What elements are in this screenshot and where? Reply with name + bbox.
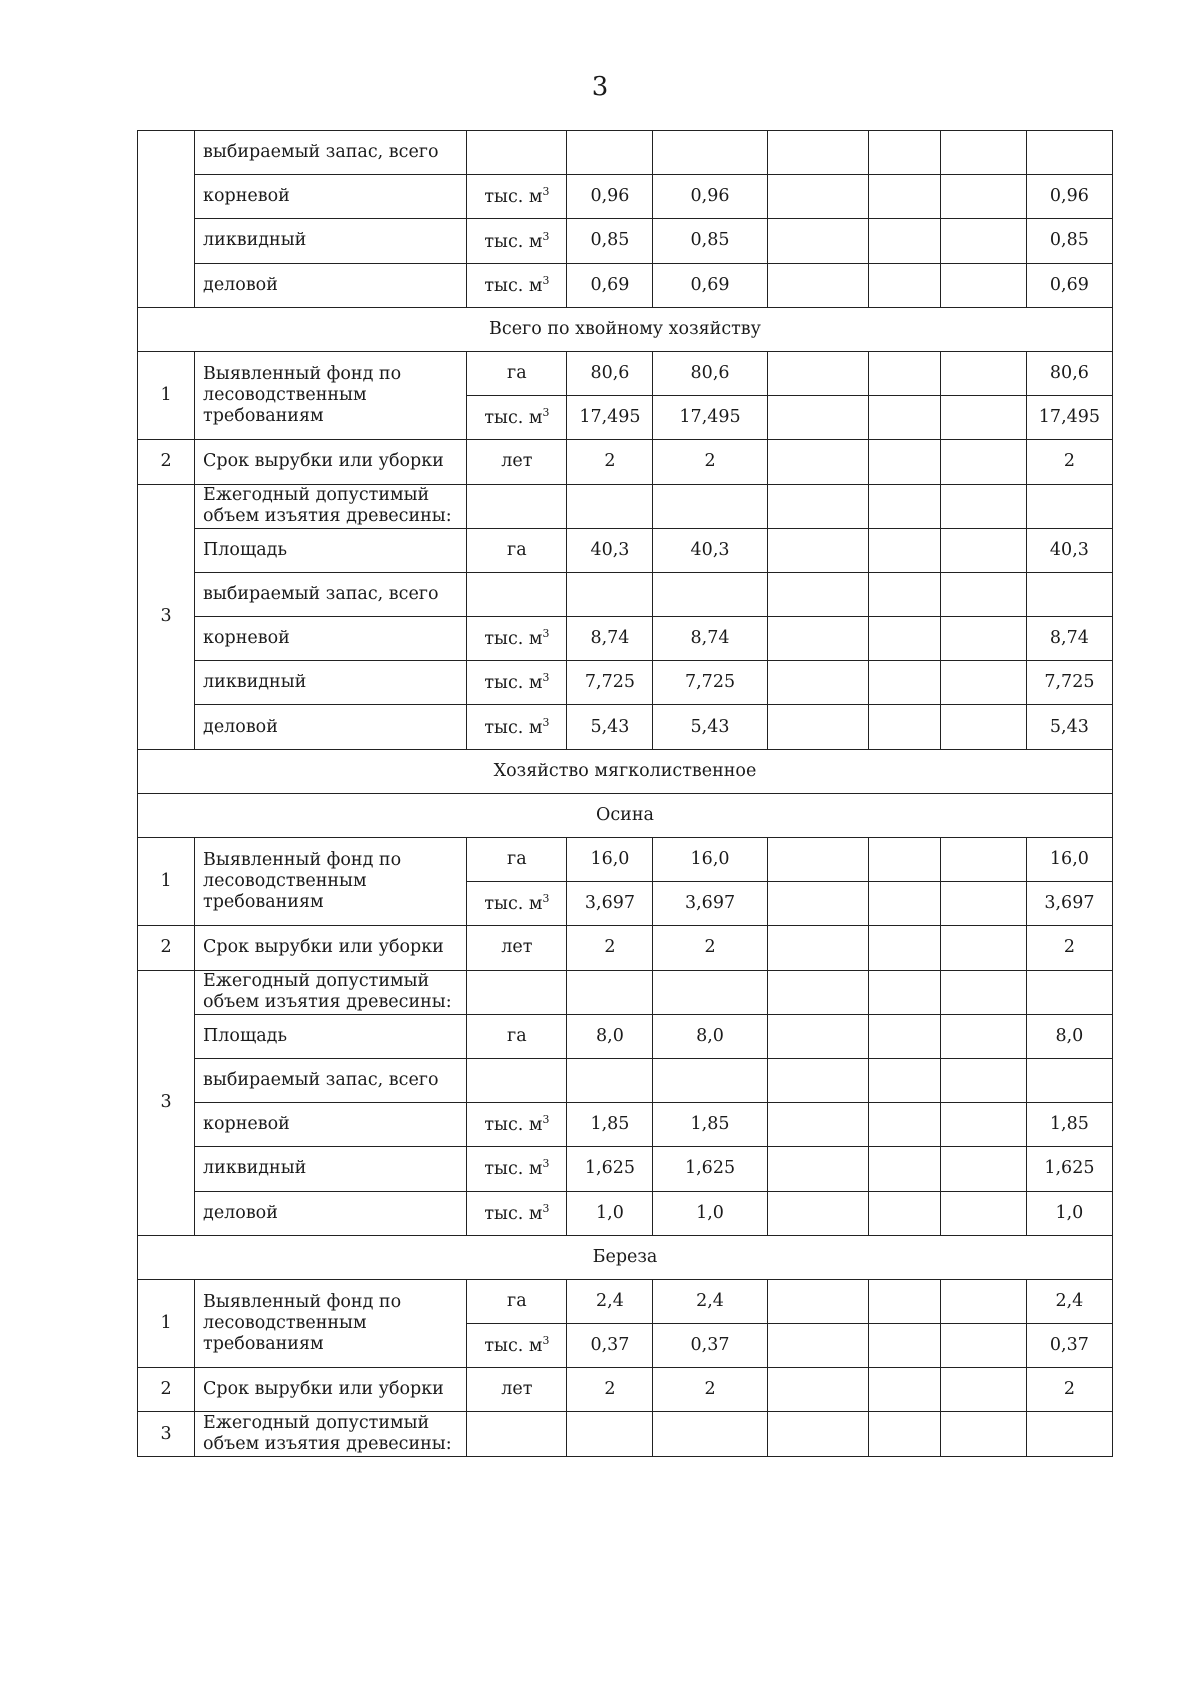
value-cell bbox=[868, 838, 940, 882]
value-cell: 0,96 bbox=[1026, 175, 1112, 219]
value-cell bbox=[940, 705, 1026, 749]
value-cell: 3,697 bbox=[653, 882, 767, 926]
section-title: Хозяйство мягколиственное bbox=[138, 749, 1113, 793]
value-cell: 7,725 bbox=[567, 661, 653, 705]
value-cell bbox=[940, 1014, 1026, 1058]
value-cell bbox=[868, 484, 940, 528]
unit-exponent: 3 bbox=[542, 892, 550, 906]
value-cell: 1,85 bbox=[567, 1103, 653, 1147]
value-cell bbox=[940, 351, 1026, 395]
section-title: Всего по хвойному хозяйству bbox=[138, 307, 1113, 351]
row-number: 3 bbox=[138, 970, 195, 1235]
unit-exponent: 3 bbox=[542, 1113, 550, 1127]
value-cell bbox=[868, 705, 940, 749]
table-row bbox=[138, 351, 1113, 395]
value-cell: 3,697 bbox=[1026, 882, 1112, 926]
value-cell bbox=[868, 926, 940, 970]
value-cell bbox=[940, 1279, 1026, 1323]
table-row bbox=[138, 926, 1113, 970]
value-cell: 1,0 bbox=[1026, 1191, 1112, 1235]
value-cell: 80,6 bbox=[567, 351, 653, 395]
value-cell bbox=[767, 1147, 868, 1191]
value-cell bbox=[567, 131, 653, 175]
unit-cell bbox=[467, 1058, 567, 1102]
value-cell: 2,4 bbox=[653, 1279, 767, 1323]
row-number: 3 bbox=[138, 1412, 195, 1456]
indicator-name: Срок вырубки или уборки bbox=[195, 440, 467, 484]
value-cell: 5,43 bbox=[567, 705, 653, 749]
table-row bbox=[138, 131, 1113, 175]
indicator-name: Выявленный фонд по лесоводственным требованиям bbox=[195, 1279, 467, 1367]
table-row bbox=[138, 263, 1113, 307]
value-cell bbox=[940, 572, 1026, 616]
value-cell bbox=[940, 263, 1026, 307]
value-cell: 80,6 bbox=[653, 351, 767, 395]
unit-exponent: 3 bbox=[542, 1157, 550, 1171]
value-cell bbox=[940, 131, 1026, 175]
value-cell bbox=[868, 1058, 940, 1102]
row-number: 2 bbox=[138, 1368, 195, 1412]
value-cell bbox=[767, 617, 868, 661]
value-cell: 0,69 bbox=[567, 263, 653, 307]
unit-exponent: 3 bbox=[542, 406, 550, 420]
unit-cell: тыс. $м^3$ bbox=[467, 263, 567, 307]
value-cell bbox=[868, 263, 940, 307]
indicator-name: Выявленный фонд по лесоводственным требованиям bbox=[195, 838, 467, 926]
value-cell bbox=[940, 396, 1026, 440]
unit-cell: тыс. $м^3$ bbox=[467, 1324, 567, 1368]
value-cell: 16,0 bbox=[653, 838, 767, 882]
unit-exponent: 3 bbox=[542, 1201, 550, 1215]
value-cell: 3,697 bbox=[567, 882, 653, 926]
value-cell bbox=[567, 1412, 653, 1456]
value-cell bbox=[567, 970, 653, 1014]
indicator-name: выбираемый запас, всего bbox=[195, 1058, 467, 1102]
indicator-name: выбираемый запас, всего bbox=[195, 131, 467, 175]
value-cell: 2 bbox=[653, 926, 767, 970]
value-cell bbox=[767, 1368, 868, 1412]
forest-data-table bbox=[137, 130, 1113, 1457]
value-cell: 2 bbox=[567, 440, 653, 484]
value-cell bbox=[940, 219, 1026, 263]
indicator-name: Ежегодный допустимый объем изъятия древесины: bbox=[195, 1412, 467, 1456]
value-cell: 8,74 bbox=[1026, 617, 1112, 661]
value-cell: 1,625 bbox=[567, 1147, 653, 1191]
row-number: 2 bbox=[138, 440, 195, 484]
unit-exponent: 3 bbox=[542, 229, 550, 243]
indicator-name: корневой bbox=[195, 175, 467, 219]
value-cell bbox=[940, 970, 1026, 1014]
value-cell: 17,495 bbox=[567, 396, 653, 440]
value-cell: 17,495 bbox=[1026, 396, 1112, 440]
unit-cell bbox=[467, 1412, 567, 1456]
value-cell bbox=[868, 440, 940, 484]
value-cell bbox=[767, 1412, 868, 1456]
value-cell bbox=[767, 970, 868, 1014]
value-cell: 2 bbox=[1026, 926, 1112, 970]
value-cell: 0,37 bbox=[1026, 1324, 1112, 1368]
value-cell: 5,43 bbox=[653, 705, 767, 749]
value-cell: 0,69 bbox=[1026, 263, 1112, 307]
table-row bbox=[138, 661, 1113, 705]
table-row bbox=[138, 175, 1113, 219]
value-cell: 16,0 bbox=[1026, 838, 1112, 882]
unit-cell: тыс. $м^3$ bbox=[467, 1103, 567, 1147]
value-cell bbox=[653, 484, 767, 528]
value-cell bbox=[567, 572, 653, 616]
value-cell bbox=[940, 1058, 1026, 1102]
value-cell: 7,725 bbox=[653, 661, 767, 705]
indicator-name: деловой bbox=[195, 705, 467, 749]
value-cell bbox=[767, 926, 868, 970]
value-cell bbox=[940, 1368, 1026, 1412]
value-cell bbox=[868, 1014, 940, 1058]
value-cell bbox=[767, 175, 868, 219]
value-cell bbox=[940, 175, 1026, 219]
value-cell bbox=[567, 484, 653, 528]
value-cell bbox=[868, 1147, 940, 1191]
value-cell bbox=[767, 1014, 868, 1058]
value-cell: 1,625 bbox=[1026, 1147, 1112, 1191]
unit-cell bbox=[467, 484, 567, 528]
value-cell bbox=[767, 440, 868, 484]
value-cell bbox=[868, 1412, 940, 1456]
value-cell bbox=[767, 351, 868, 395]
indicator-name: ликвидный bbox=[195, 1147, 467, 1191]
value-cell bbox=[767, 484, 868, 528]
value-cell bbox=[868, 1324, 940, 1368]
unit-exponent: 3 bbox=[542, 1334, 550, 1348]
section-title: Осина bbox=[138, 793, 1113, 837]
value-cell: 2 bbox=[567, 1368, 653, 1412]
indicator-name: деловой bbox=[195, 1191, 467, 1235]
table-row bbox=[138, 1191, 1113, 1235]
unit-cell: тыс. $м^3$ bbox=[467, 882, 567, 926]
value-cell bbox=[767, 1191, 868, 1235]
unit-exponent: 3 bbox=[542, 627, 550, 641]
value-cell bbox=[767, 882, 868, 926]
value-cell bbox=[1026, 970, 1112, 1014]
value-cell bbox=[1026, 1412, 1112, 1456]
unit-cell: тыс. $м^3$ bbox=[467, 661, 567, 705]
table-row bbox=[138, 1368, 1113, 1412]
value-cell: 2 bbox=[1026, 440, 1112, 484]
row-number bbox=[138, 131, 195, 308]
unit-cell: га bbox=[467, 528, 567, 572]
value-cell: 2,4 bbox=[567, 1279, 653, 1323]
value-cell bbox=[868, 528, 940, 572]
value-cell: 8,0 bbox=[567, 1014, 653, 1058]
indicator-name: Площадь bbox=[195, 528, 467, 572]
unit-cell: тыс. $м^3$ bbox=[467, 705, 567, 749]
value-cell: 0,69 bbox=[653, 263, 767, 307]
table-row bbox=[138, 440, 1113, 484]
indicator-name: Выявленный фонд по лесоводственным требованиям bbox=[195, 351, 467, 439]
value-cell bbox=[767, 1058, 868, 1102]
value-cell bbox=[653, 572, 767, 616]
value-cell: 0,37 bbox=[653, 1324, 767, 1368]
indicator-name: деловой bbox=[195, 263, 467, 307]
value-cell bbox=[653, 1412, 767, 1456]
row-number: 1 bbox=[138, 351, 195, 439]
indicator-name: Ежегодный допустимый объем изъятия древесины: bbox=[195, 484, 467, 528]
indicator-name: корневой bbox=[195, 617, 467, 661]
indicator-name: Площадь bbox=[195, 1014, 467, 1058]
unit-cell: га bbox=[467, 838, 567, 882]
indicator-name: Ежегодный допустимый объем изъятия древесины: bbox=[195, 970, 467, 1014]
value-cell bbox=[868, 219, 940, 263]
value-cell: 5,43 bbox=[1026, 705, 1112, 749]
value-cell: 2,4 bbox=[1026, 1279, 1112, 1323]
value-cell bbox=[1026, 131, 1112, 175]
unit-cell bbox=[467, 970, 567, 1014]
value-cell bbox=[940, 1103, 1026, 1147]
table-body bbox=[138, 131, 1113, 1457]
value-cell bbox=[940, 926, 1026, 970]
value-cell: 40,3 bbox=[653, 528, 767, 572]
unit-cell: тыс. $м^3$ bbox=[467, 617, 567, 661]
unit-exponent: 3 bbox=[542, 273, 550, 287]
value-cell bbox=[767, 572, 868, 616]
value-cell: 0,96 bbox=[653, 175, 767, 219]
value-cell bbox=[868, 882, 940, 926]
value-cell bbox=[767, 131, 868, 175]
unit-cell: лет bbox=[467, 1368, 567, 1412]
value-cell bbox=[868, 617, 940, 661]
value-cell: 7,725 bbox=[1026, 661, 1112, 705]
table-row bbox=[138, 705, 1113, 749]
value-cell: 8,74 bbox=[653, 617, 767, 661]
value-cell bbox=[868, 572, 940, 616]
value-cell bbox=[1026, 572, 1112, 616]
page-number: 3 bbox=[591, 72, 609, 102]
value-cell bbox=[868, 1103, 940, 1147]
row-number: 1 bbox=[138, 1279, 195, 1367]
value-cell bbox=[767, 661, 868, 705]
value-cell bbox=[940, 1191, 1026, 1235]
value-cell bbox=[940, 1324, 1026, 1368]
value-cell bbox=[940, 1412, 1026, 1456]
value-cell bbox=[1026, 1058, 1112, 1102]
value-cell bbox=[767, 263, 868, 307]
value-cell bbox=[868, 396, 940, 440]
value-cell bbox=[940, 528, 1026, 572]
unit-cell bbox=[467, 131, 567, 175]
unit-cell: тыс. $м^3$ bbox=[467, 219, 567, 263]
value-cell: 1,625 bbox=[653, 1147, 767, 1191]
value-cell: 0,85 bbox=[567, 219, 653, 263]
unit-cell: тыс. $м^3$ bbox=[467, 396, 567, 440]
unit-exponent: 3 bbox=[542, 185, 550, 199]
value-cell: 40,3 bbox=[567, 528, 653, 572]
value-cell bbox=[567, 1058, 653, 1102]
value-cell: 17,495 bbox=[653, 396, 767, 440]
row-number: 1 bbox=[138, 838, 195, 926]
indicator-name: Срок вырубки или уборки bbox=[195, 926, 467, 970]
value-cell: 2 bbox=[653, 440, 767, 484]
value-cell bbox=[1026, 484, 1112, 528]
value-cell: 1,85 bbox=[653, 1103, 767, 1147]
value-cell bbox=[940, 484, 1026, 528]
value-cell: 8,74 bbox=[567, 617, 653, 661]
table-row bbox=[138, 970, 1113, 1014]
value-cell: 1,0 bbox=[653, 1191, 767, 1235]
value-cell bbox=[868, 175, 940, 219]
unit-cell: тыс. $м^3$ bbox=[467, 1147, 567, 1191]
indicator-name: выбираемый запас, всего bbox=[195, 572, 467, 616]
value-cell: 0,37 bbox=[567, 1324, 653, 1368]
unit-cell: лет bbox=[467, 440, 567, 484]
section-title: Береза bbox=[138, 1235, 1113, 1279]
indicator-name: ликвидный bbox=[195, 661, 467, 705]
value-cell bbox=[767, 219, 868, 263]
section-row bbox=[138, 307, 1113, 351]
value-cell bbox=[940, 882, 1026, 926]
value-cell: 2 bbox=[1026, 1368, 1112, 1412]
value-cell: 1,0 bbox=[567, 1191, 653, 1235]
section-row bbox=[138, 749, 1113, 793]
unit-cell bbox=[467, 572, 567, 616]
indicator-name: корневой bbox=[195, 1103, 467, 1147]
table-row bbox=[138, 572, 1113, 616]
table-row bbox=[138, 1103, 1113, 1147]
unit-cell: га bbox=[467, 1014, 567, 1058]
value-cell: 16,0 bbox=[567, 838, 653, 882]
unit-cell: тыс. $м^3$ bbox=[467, 175, 567, 219]
value-cell bbox=[940, 440, 1026, 484]
value-cell bbox=[767, 838, 868, 882]
section-row bbox=[138, 1235, 1113, 1279]
value-cell bbox=[868, 1368, 940, 1412]
indicator-name: ликвидный bbox=[195, 219, 467, 263]
value-cell bbox=[940, 661, 1026, 705]
value-cell bbox=[653, 1058, 767, 1102]
value-cell bbox=[940, 617, 1026, 661]
value-cell bbox=[653, 970, 767, 1014]
value-cell: 0,85 bbox=[653, 219, 767, 263]
table-row bbox=[138, 1014, 1113, 1058]
value-cell bbox=[767, 1324, 868, 1368]
value-cell bbox=[767, 705, 868, 749]
section-row bbox=[138, 793, 1113, 837]
value-cell: 8,0 bbox=[653, 1014, 767, 1058]
unit-cell: лет bbox=[467, 926, 567, 970]
table-row bbox=[138, 1412, 1113, 1456]
table-row bbox=[138, 838, 1113, 882]
row-number: 2 bbox=[138, 926, 195, 970]
table-row bbox=[138, 1147, 1113, 1191]
value-cell bbox=[767, 528, 868, 572]
value-cell bbox=[868, 1191, 940, 1235]
value-cell: 2 bbox=[567, 926, 653, 970]
table-row bbox=[138, 617, 1113, 661]
unit-cell: га bbox=[467, 1279, 567, 1323]
value-cell: 1,85 bbox=[1026, 1103, 1112, 1147]
table-row bbox=[138, 1279, 1113, 1323]
unit-exponent: 3 bbox=[542, 715, 550, 729]
value-cell bbox=[868, 1279, 940, 1323]
value-cell bbox=[868, 351, 940, 395]
value-cell: 0,96 bbox=[567, 175, 653, 219]
unit-cell: тыс. $м^3$ bbox=[467, 1191, 567, 1235]
value-cell bbox=[767, 1103, 868, 1147]
unit-cell: га bbox=[467, 351, 567, 395]
value-cell bbox=[868, 970, 940, 1014]
value-cell: 2 bbox=[653, 1368, 767, 1412]
indicator-name: Срок вырубки или уборки bbox=[195, 1368, 467, 1412]
value-cell bbox=[940, 1147, 1026, 1191]
value-cell: 0,85 bbox=[1026, 219, 1112, 263]
value-cell bbox=[767, 1279, 868, 1323]
table-row bbox=[138, 1058, 1113, 1102]
value-cell bbox=[767, 396, 868, 440]
value-cell bbox=[940, 838, 1026, 882]
value-cell: 80,6 bbox=[1026, 351, 1112, 395]
value-cell bbox=[653, 131, 767, 175]
value-cell bbox=[868, 131, 940, 175]
value-cell bbox=[868, 661, 940, 705]
table-row bbox=[138, 484, 1113, 528]
row-number: 3 bbox=[138, 484, 195, 749]
value-cell: 40,3 bbox=[1026, 528, 1112, 572]
table-row bbox=[138, 528, 1113, 572]
table-row bbox=[138, 219, 1113, 263]
value-cell: 8,0 bbox=[1026, 1014, 1112, 1058]
unit-exponent: 3 bbox=[542, 671, 550, 685]
